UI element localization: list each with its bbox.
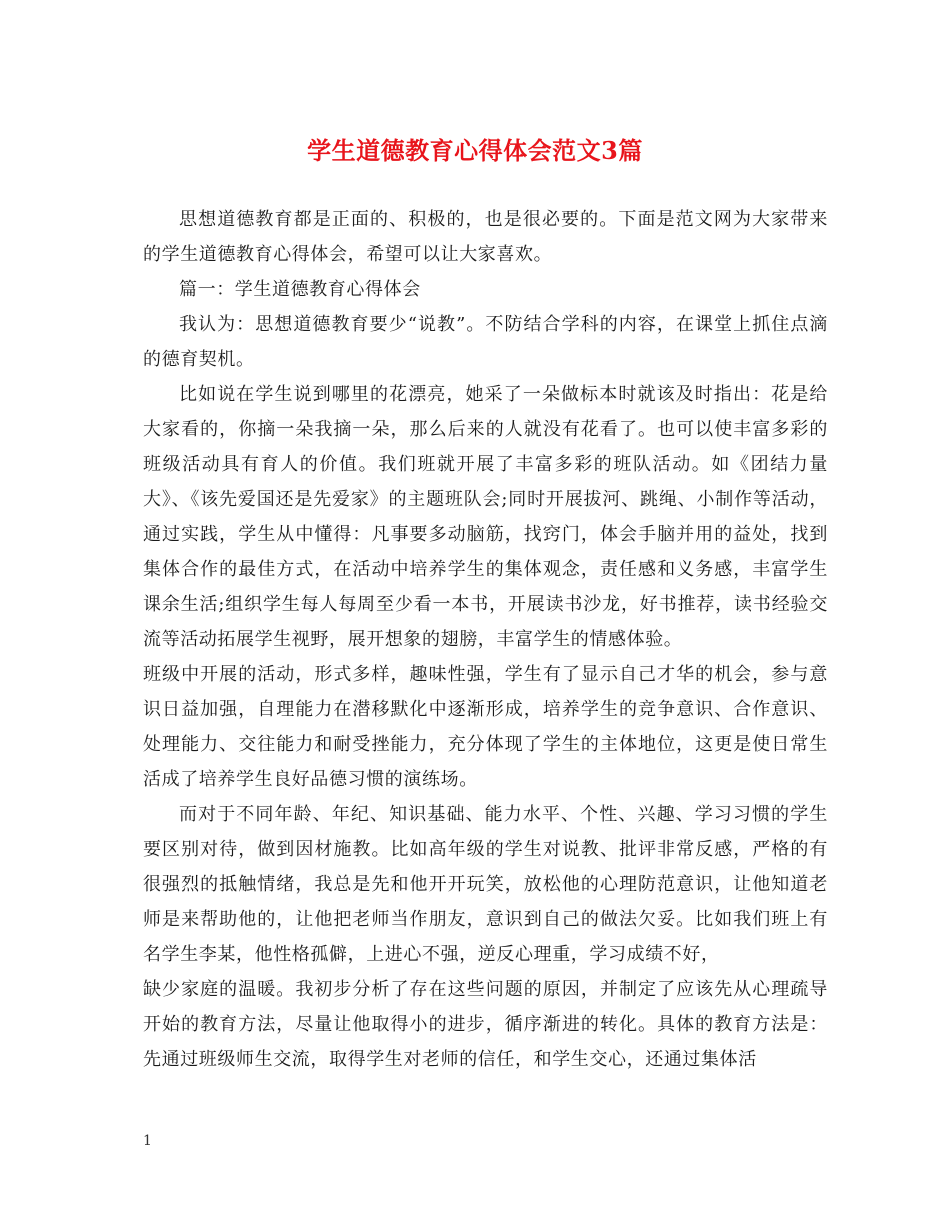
document-body	[143, 202, 828, 1077]
section-heading: 篇一：学生道德教育心得体会	[179, 279, 421, 300]
page-number: 1	[143, 1133, 152, 1149]
body-paragraph: 我认为：思想道德教育要少“说教”。不防结合学科的内容，在课堂上抓住点滴的德育契机。	[143, 314, 828, 370]
body-paragraph: 班级中开展的活动，形式多样，趣味性强，学生有了显示自己才华的机会，参与意识日益加强，自理能力在潜移默化中逐渐形成，培养学生的竞争意识、合作意识、处理能力、交往能力和耐受挫能力，充分体现了学生的主体地位，这更是使日常生活成了培养学生良好品德习惯的演练场。	[143, 664, 828, 790]
body-paragraph: 缺少家庭的温暖。我初步分析了存在这些问题的原因，并制定了应该先从心理疏导开始的教育方法，尽量让他取得小的进步，循序渐进的转化。具体的教育方法是：先通过班级师生交流，取得学生对老师的信任，和学生交心，还通过集体活	[143, 979, 828, 1070]
document-title: 学生道德教育心得体会范文3篇	[307, 136, 643, 165]
body-paragraph: 比如说在学生说到哪里的花漂亮，她采了一朵做标本时就该及时指出：花是给大家看的，你摘一朵我摘一朵，那么后来的人就没有花看了。也可以使丰富多彩的班级活动具有育人的价值。我们班就开展了丰富多彩的班队活动。如《团结力量大》、《该先爱国还是先爱家》的主题班队会;同时开展拔河、跳绳、小制作等活动，通过实践，学生从中懂得：凡事要多动脑筋，找窍门，体会手脑并用的益处，找到集体合作的最佳方式，在活动中培养学生的集体观念，责任感和义务感，丰富学生课余生活;组织学生每人每周至少看一本书，开展读书沙龙，好书推荐，读书经验交流等活动拓展学生视野，展开想象的翅膀，丰富学生的情感体验。	[143, 384, 828, 650]
body-paragraph: 而对于不同年龄、年纪、知识基础、能力水平、个性、兴趣、学习习惯的学生要区别对待，做到因材施教。比如高年级的学生对说教、批评非常反感，严格的有很强烈的抵触情绪，我总是先和他开开玩笑，放松他的心理防范意识，让他知道老师是来帮助他的，让他把老师当作朋友，意识到自己的做法欠妥。比如我们班上有名学生李某，他性格孤僻，上进心不强，逆反心理重，学习成绩不好，	[143, 804, 828, 965]
intro-paragraph: 思想道德教育都是正面的、积极的，也是很必要的。下面是范文网为大家带来的学生道德教育心得体会，希望可以让大家喜欢。	[143, 209, 828, 265]
